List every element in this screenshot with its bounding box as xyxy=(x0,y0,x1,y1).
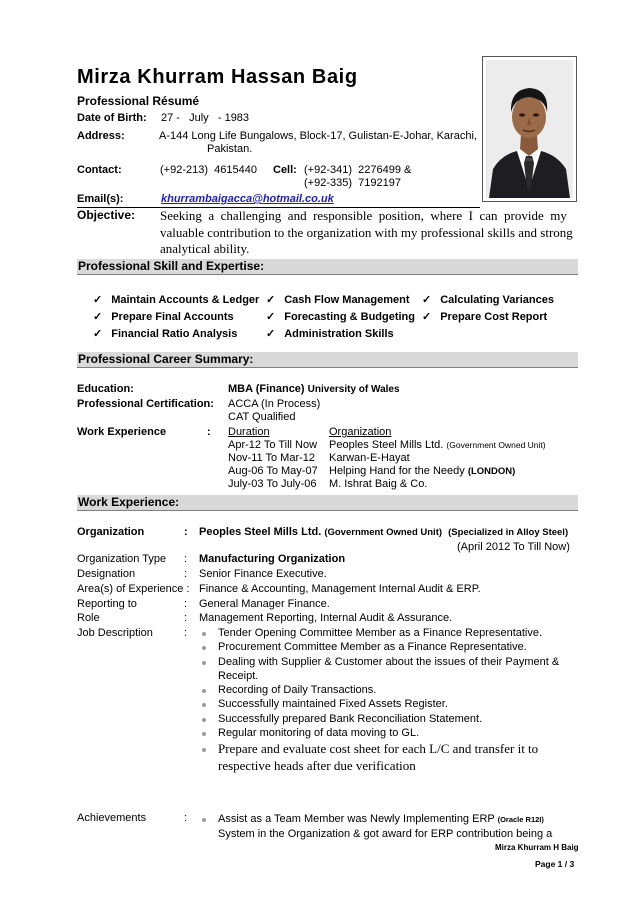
checkmark-icon: ✓ xyxy=(266,311,276,323)
bullet-icon xyxy=(201,686,209,694)
org-name: Peoples Steel Mills Ltd. xyxy=(199,526,322,538)
org-type-label: Organization Type xyxy=(77,553,167,565)
job-duty: Successfully prepared Bank Reconciliation Statement. xyxy=(218,713,483,725)
job-duty: Recording of Daily Transactions. xyxy=(218,684,377,696)
education-degree: MBA (Finance) xyxy=(228,383,305,395)
dob-value: 27 - July - 1983 xyxy=(161,112,250,124)
job-description-label: Job Description xyxy=(77,627,153,639)
org-value xyxy=(199,526,568,538)
address-label: Address: xyxy=(77,130,125,142)
reporting-value: General Manager Finance. xyxy=(199,598,330,610)
cell-label: Cell: xyxy=(273,164,297,176)
checkmark-icon: ✓ xyxy=(93,294,103,306)
address-line1: A-144 Long Life Bungalows, Block-17, Gulistan-E-Johar, Karachi, xyxy=(159,130,477,142)
organization-header: Organization xyxy=(329,426,392,438)
area-label: Area(s) of Experience : xyxy=(77,583,190,595)
cert-item: CAT Qualified xyxy=(228,411,296,423)
colon: : xyxy=(184,526,188,538)
achievement-text: Assist as a Team Member was Newly Implementing ERP xyxy=(218,813,495,825)
objective-line3: analytical ability. xyxy=(160,241,250,256)
bullet-icon xyxy=(201,745,209,753)
email-label: Email(s): xyxy=(77,193,124,205)
cell-line1: (+92-341) 2276499 & xyxy=(304,164,412,176)
job-duty: Regular monitoring of data moving to GL. xyxy=(218,727,420,739)
career-org: M. Ishrat Baig & Co. xyxy=(329,478,428,490)
achievement-line xyxy=(218,813,544,825)
designation-value: Senior Finance Executive. xyxy=(199,568,327,580)
footer-name: Mirza Khurram H Baig xyxy=(495,843,579,852)
profile-photo xyxy=(482,56,577,202)
checkmark-icon: ✓ xyxy=(422,311,432,323)
colon: : xyxy=(184,598,188,610)
job-duty: Procurement Committee Member as a Finance Representative. xyxy=(218,641,527,653)
career-note: (Government Owned Unit) xyxy=(446,440,546,450)
skill-item: ✓ Cash Flow Management xyxy=(266,294,410,306)
portrait-image xyxy=(483,57,576,201)
career-row xyxy=(228,452,410,464)
candidate-name: Mirza Khurram Hassan Baig xyxy=(77,66,358,88)
colon: : xyxy=(184,812,188,824)
skill-item: ✓ Prepare Final Accounts xyxy=(93,311,234,323)
skill-item: ✓ Prepare Cost Report xyxy=(422,311,548,323)
org-type-value: Manufacturing Organization xyxy=(199,553,346,565)
career-duration: July-03 To July-06 xyxy=(228,478,317,490)
contact-label: Contact: xyxy=(77,164,122,176)
cell-line2: (+92-335) 7192197 xyxy=(304,177,401,189)
checkmark-icon: ✓ xyxy=(422,294,432,306)
email-link[interactable]: khurrambaigacca@hotmail.co.uk xyxy=(161,193,334,205)
achievements-label: Achievements xyxy=(77,812,147,824)
bullet-icon xyxy=(201,729,209,737)
org-label: Organization xyxy=(77,526,145,538)
resume-subtitle: Professional Résumé xyxy=(77,94,200,108)
bullet-icon xyxy=(201,629,209,637)
skill-item: ✓ Financial Ratio Analysis xyxy=(93,328,238,340)
job-duty-continued: respective heads after due verification xyxy=(218,758,416,773)
role-value: Management Reporting, Internal Audit & Assurance. xyxy=(199,612,453,624)
bullet-icon xyxy=(201,815,209,823)
designation-label: Designation xyxy=(77,568,136,580)
cert-item: ACCA (In Process) xyxy=(228,398,321,410)
colon: : xyxy=(184,568,188,580)
bullet-icon xyxy=(201,658,209,666)
colon: : xyxy=(184,553,188,565)
skill-item: ✓ Maintain Accounts & Ledger xyxy=(93,294,260,306)
bullet-icon xyxy=(201,700,209,708)
dob-label: Date of Birth: xyxy=(77,112,147,124)
work-heading: Work Experience: xyxy=(77,495,578,511)
objective-line2: valuable contribution to the organization with my professional skills and strong xyxy=(160,225,573,240)
org-specialization: (Specialized in Alloy Steel) xyxy=(448,527,569,538)
education-value xyxy=(228,383,400,395)
org-note: (Government Owned Unit) xyxy=(324,527,443,538)
duration-header: Duration xyxy=(228,426,270,438)
objective-label: Objective: xyxy=(77,208,136,222)
career-org: Karwan-E-Hayat xyxy=(329,452,410,464)
role-label: Role xyxy=(77,612,100,624)
career-row xyxy=(228,465,515,477)
work-exp-colon: : xyxy=(207,426,211,438)
skill-item: ✓ Forecasting & Budgeting xyxy=(266,311,415,323)
skill-item: ✓ Calculating Variances xyxy=(422,294,554,306)
job-duty: Prepare and evaluate cost sheet for each L/C and transfer it to xyxy=(218,741,539,756)
footer-page-number: Page 1 / 3 xyxy=(535,859,575,869)
career-org: Helping Hand for the Needy xyxy=(329,465,465,477)
work-exp-label: Work Experience xyxy=(77,426,167,438)
job-duty: Tender Opening Committee Member as a Finance Representative. xyxy=(218,627,543,639)
career-duration: Nov-11 To Mar-12 xyxy=(228,452,316,464)
bullet-icon xyxy=(201,643,209,651)
contact-phone: (+92-213) 4615440 xyxy=(160,164,257,176)
objective-line1: Seeking a challenging and responsible position, where I can provide my xyxy=(160,208,567,223)
career-row xyxy=(228,478,427,490)
bullet-icon xyxy=(201,715,209,723)
achievement-note: (Oracle R12I) xyxy=(497,815,544,824)
cert-label: Professional Certification: xyxy=(77,398,214,410)
reporting-label: Reporting to xyxy=(77,598,137,610)
colon: : xyxy=(184,612,188,624)
checkmark-icon: ✓ xyxy=(266,294,276,306)
checkmark-icon: ✓ xyxy=(93,311,103,323)
org-period: (April 2012 To Till Now) xyxy=(457,541,570,553)
job-duty: Successfully maintained Fixed Assets Register. xyxy=(218,698,448,710)
job-duty: Dealing with Supplier & Customer about the issues of their Payment & xyxy=(218,656,560,668)
career-duration: Apr-12 To Till Now xyxy=(228,439,318,451)
job-duty-continued: Receipt. xyxy=(218,670,259,682)
career-org: Peoples Steel Mills Ltd. xyxy=(329,439,444,451)
skill-item: ✓ Administration Skills xyxy=(266,328,394,340)
colon: : xyxy=(184,627,188,639)
skills-heading: Professional Skill and Expertise: xyxy=(77,259,578,275)
education-label: Education: xyxy=(77,383,134,395)
education-school: University of Wales xyxy=(307,384,400,395)
checkmark-icon: ✓ xyxy=(266,328,276,340)
career-note: (LONDON) xyxy=(467,466,516,477)
career-duration: Aug-06 To May-07 xyxy=(228,465,318,477)
career-row xyxy=(228,439,546,451)
achievement-line-continued: System in the Organization & got award for ERP contribution being a xyxy=(218,828,553,840)
checkmark-icon: ✓ xyxy=(93,328,103,340)
area-value: Finance & Accounting, Management Internal Audit & ERP. xyxy=(199,583,481,595)
address-line2: Pakistan. xyxy=(207,143,253,155)
career-heading: Professional Career Summary: xyxy=(77,352,578,368)
